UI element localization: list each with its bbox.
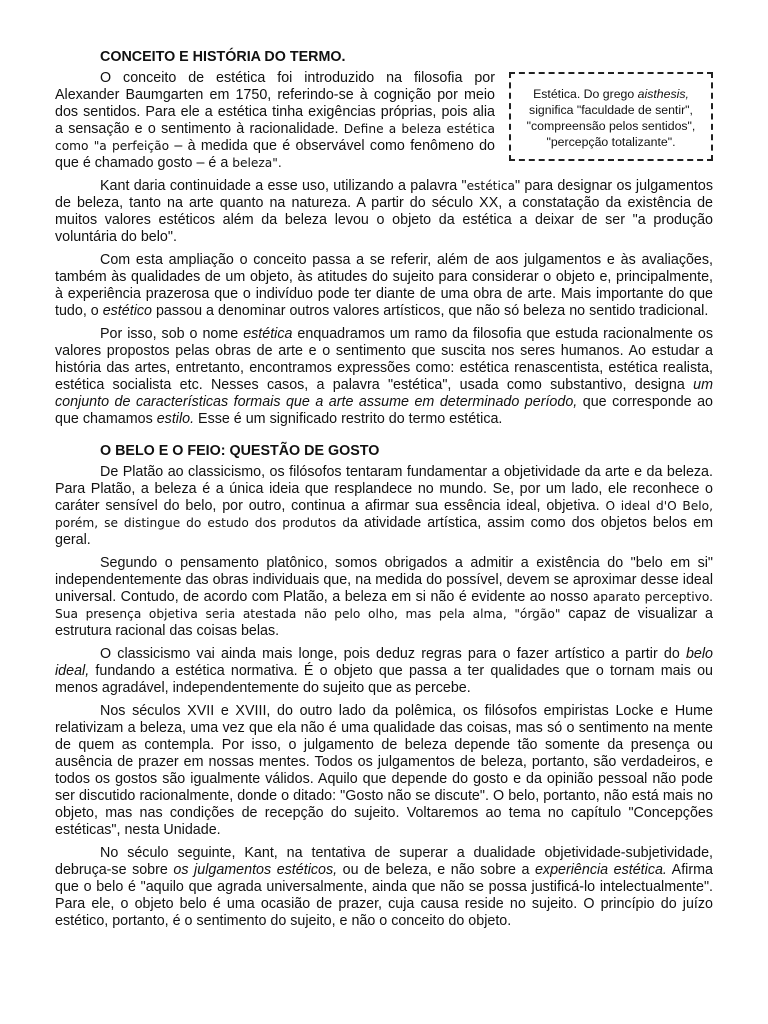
section-heading-conceito: CONCEITO E HISTÓRIA DO TERMO.	[100, 49, 346, 65]
definition-callout-box	[509, 72, 713, 161]
paragraph-platao: De Platão ao classicismo, os filósofos tentaram fundamentar a objetividade da arte e da beleza. Para Platão, a beleza é a única ideia que resplandece no mundo. Se, por um lado, ele reconhece o caráter sensível do belo, por outro, continua a afirmar sua essência ideal, objetiva. O ideal d'O Belo, porém, se distingue do estudo dos produtos da atividade artística, assim como dos objetos belos em geral.	[55, 464, 713, 548]
paragraph-pensamento-platonico: Segundo o pensamento platônico, somos obrigados a admitir a existência do "belo em si" independentemente das obras individuais que, na medida do possível, devem se aproximar desse ideal universal. Contudo, de acordo com Platão, a beleza em si não é evidente ao nosso aparato perceptivo. Sua presença objetiva seria atestada não pelo olho, mas pela alma, "órgão" capaz de visualizar a estrutura racional das coisas belas.	[55, 555, 714, 639]
paragraph-classicismo: O classicismo vai ainda mais longe, pois deduz regras para o fazer artístico a partir do belo ideal, fundando a estética normativa. É o objeto que passa a ter qualidades que o tornam mais ou menos agradável, independentemente do sujeito que as percebe.	[55, 646, 713, 696]
paragraph-baumgarten: O conceito de estética foi introduzido na filosofia por Alexander Baumgarten em 1750, referindo-se à cognição por meio dos sentidos. Para ele a estética tinha exigências próprias, pois alia a sensação e o sentimento à racionalidade. Define a beleza estética como "a perfeição – à medida que é observável como fenômeno do que é chamado gosto – é a beleza".	[55, 70, 495, 171]
paragraph-kant-uso: Kant daria continuidade a esse uso, utilizando a palavra "estética" para designar os julgamentos de beleza, tanto na arte quanto na natureza. A partir do século XX, a constatação da existência de muitos valores estéticos além da beleza levou o objeto da estética a deixar de ser "a produção voluntária do belo".	[55, 178, 713, 245]
paragraph-kant-juizo: No século seguinte, Kant, na tentativa de superar a dualidade objetividade-subjetividade, debruça-se sobre os julgamentos estéticos, ou de beleza, e não sobre a experiência estética. Afirma que o belo é "aquilo que agrada universalmente, ainda que não se possa justificá-lo intelectualmente". Para ele, o objeto belo é uma ocasião de prazer, cuja causa reside no sujeito. O princípio do juízo estético, portanto, é o sentimento do sujeito, e não o conceito do objeto.	[55, 845, 713, 929]
callout-text: Estética. Do grego aisthesis, significa "faculdade de sentir", "compreensão pelos sentidos", "percepção totalizante".	[526, 87, 696, 149]
paragraph-empiristas: Nos séculos XVII e XVIII, do outro lado da polêmica, os filósofos empiristas Locke e Hume relativizam a beleza, uma vez que ela não é uma qualidade das coisas, mas só o sentimento na mente de quem as contempla. Por isso, o julgamento de beleza depende tão somente da presença ou ausência de prazer em nossas mentes. Todos os julgamentos de beleza, portanto, são verdadeiros, e todos os gostos são igualmente válidos. Aquilo que depende do gosto e da opinião pessoal não pode ser discutido racionalmente, donde o ditado: "Gosto não se discute". O belo, portanto, não está mais no objeto, mas nas condições de recepção do sujeito. Voltaremos ao tema no capítulo "Concepções estéticas", nesta Unidade.	[55, 703, 713, 838]
paragraph-ramo-filosofia: Por isso, sob o nome estética enquadramos um ramo da filosofia que estuda racionalmente os valores propostos pelas obras de arte e o sentimento que suscita nos seres humanos. Ao estudar a história das artes, entretanto, encontramos expressões como: estética renascentista, estética realista, estética socialista etc. Nesses casos, a palavra "estética", usada como substantivo, designa um conjunto de características formais que a arte assume em determinado período, que corresponde ao que chamamos estilo. Esse é um significado restrito do termo estética.	[55, 326, 713, 427]
paragraph-ampliacao: Com esta ampliação o conceito passa a se referir, além de aos julgamentos e às avaliações, também às qualidades de um objeto, às atitudes do sujeito para considerar o objeto e, principalmente, à experiência prazerosa que o indivíduo pode ter diante de uma obra de arte. Mais importante do que tudo, o estético passou a denominar outros valores artísticos, que não só beleza no sentido tradicional.	[55, 252, 713, 319]
document-page	[55, 48, 713, 936]
section-heading-belo-feio: O BELO E O FEIO: QUESTÃO DE GOSTO	[100, 443, 380, 459]
